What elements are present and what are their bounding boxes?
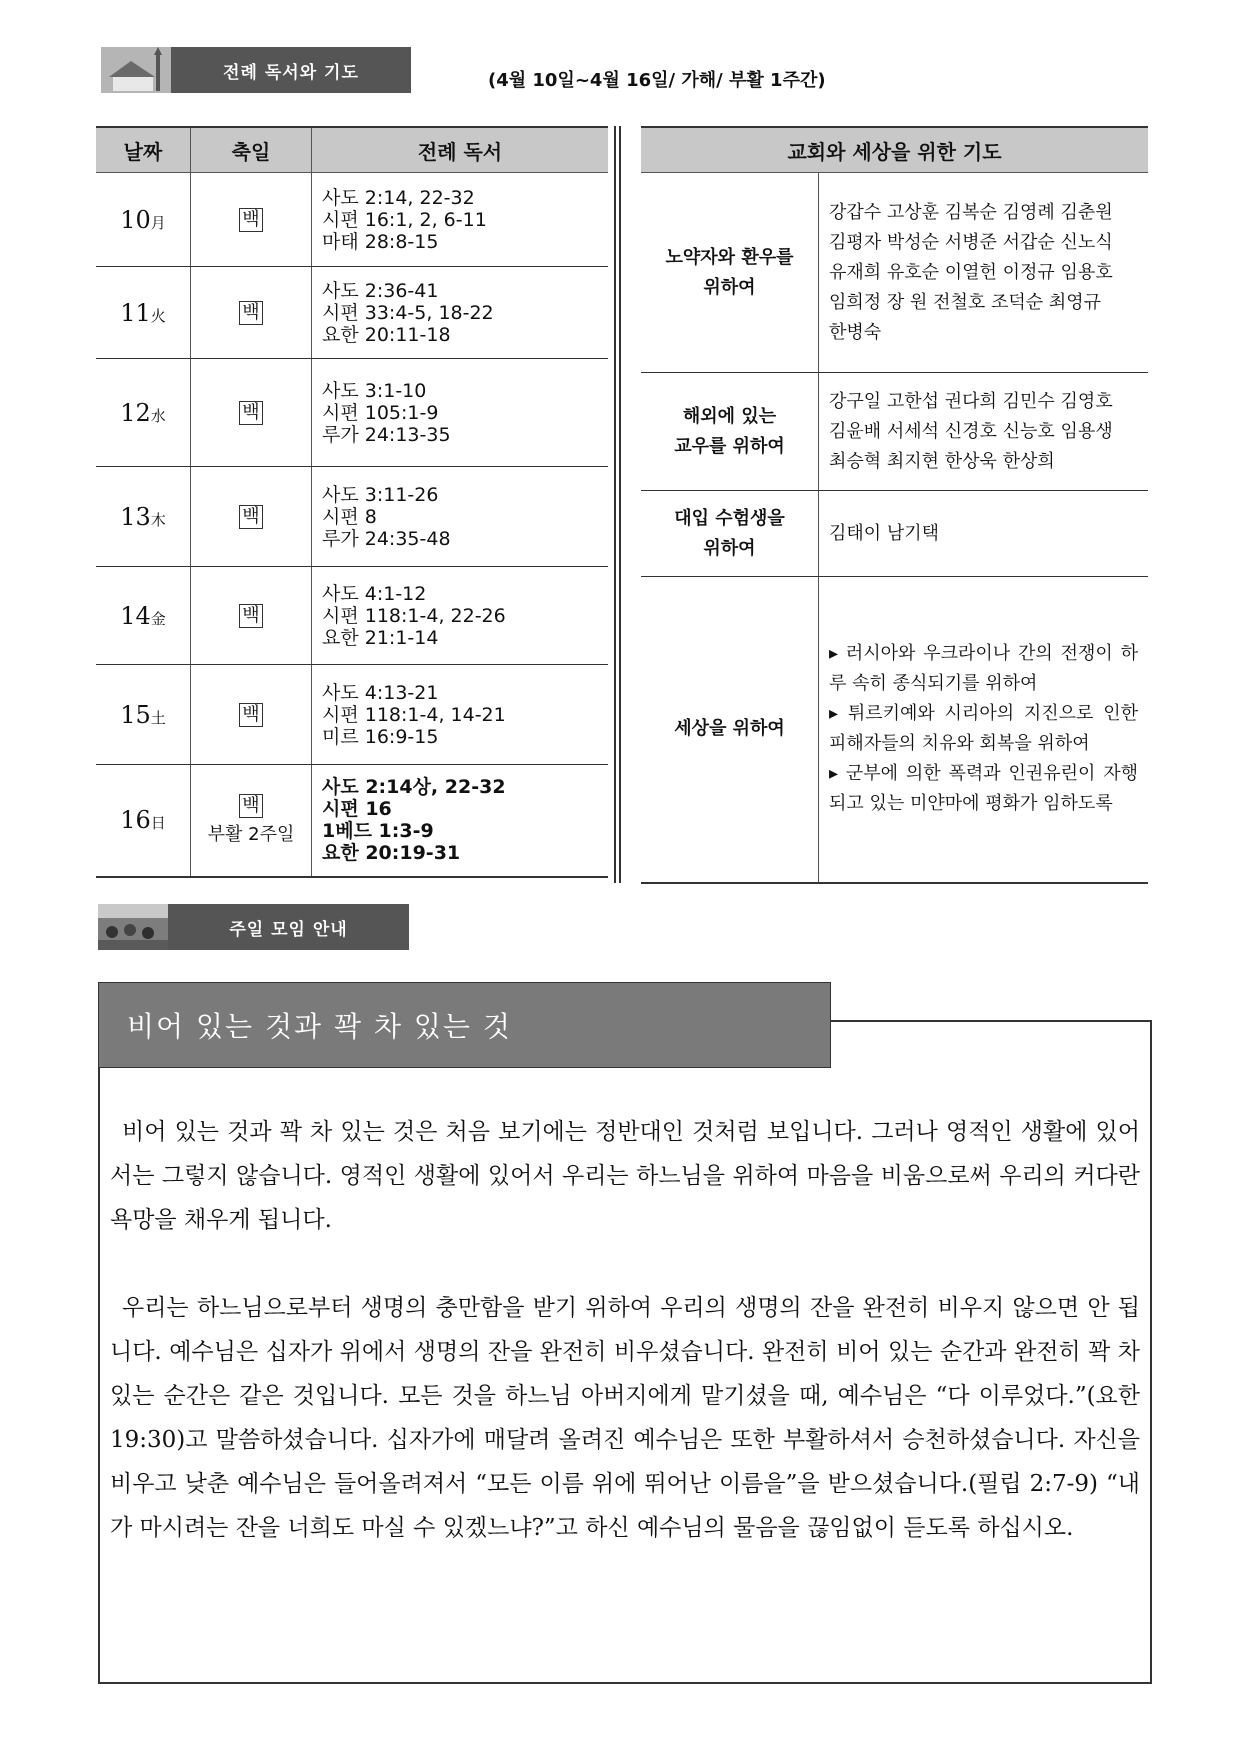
feast-cell xyxy=(191,173,312,267)
feast-name: 부활 2주일 xyxy=(207,824,295,846)
reading-row xyxy=(96,665,608,765)
reading-row xyxy=(96,467,608,567)
prayer-category xyxy=(641,373,819,491)
date-number: 13 xyxy=(120,502,151,531)
date-number: 12 xyxy=(120,398,151,427)
date-cell xyxy=(96,567,191,665)
weekday: 日 xyxy=(150,814,166,833)
reading-row xyxy=(96,765,608,877)
prayer-category-line: 노약자와 환우를 xyxy=(665,246,794,268)
date-number: 10 xyxy=(120,205,151,234)
prayer-names xyxy=(819,173,1149,373)
date-cell xyxy=(96,267,191,359)
feast-cell xyxy=(191,765,312,877)
date-cell xyxy=(96,173,191,267)
liturgical-color-badge: 백 xyxy=(239,301,262,325)
readings-cell xyxy=(312,567,609,665)
world-prayer-item: ▸ 튀르키예와 시리아의 지진으로 인한 피해자들의 치유와 회복을 위하여 xyxy=(829,703,1138,755)
prayer-category-line: 대입 수험생을 xyxy=(674,507,785,529)
reading-line: 마태 28:8-15 xyxy=(322,230,439,253)
meeting-photo-icon xyxy=(98,904,168,950)
reading-line: 시편 118:1-4, 22-26 xyxy=(322,604,506,627)
date-number: 11 xyxy=(120,298,151,327)
names-line: 임희정 장 원 전철호 조덕순 최영규 xyxy=(829,291,1102,313)
reading-row xyxy=(96,359,608,467)
names-line: 강갑수 고상훈 김복순 김영례 김춘원 xyxy=(829,201,1113,223)
church-photo xyxy=(101,47,171,93)
world-prayers xyxy=(819,577,1149,883)
world-prayer-item: ▸ 러시아와 우크라이나 간의 전쟁이 하루 속히 종식되기를 위하여 xyxy=(829,643,1138,695)
readings-cell xyxy=(312,359,609,467)
readings-cell xyxy=(312,267,609,359)
readings-cell xyxy=(312,765,609,877)
essay-paragraph: 비어 있는 것과 꽉 차 있는 것은 처음 보기에는 정반대인 것처럼 보입니다. 그러나 영적인 생활에 있어서는 그렇지 않습니다. 영적인 생활에 있어서 우리는 하느님을 위하여 마음을 비움으로써 우리의 커다란 욕망을 채우게 됩니다. xyxy=(110,1119,1140,1233)
prayer-row xyxy=(641,373,1148,491)
section-liturgy-label: 전례 독서와 기도 xyxy=(171,47,411,93)
prayer-category xyxy=(641,491,819,577)
header-readings: 전례 독서 xyxy=(312,127,609,173)
liturgical-color-badge: 백 xyxy=(239,401,262,425)
date-cell xyxy=(96,765,191,877)
reading-row xyxy=(96,173,608,267)
meeting-photo xyxy=(98,904,168,950)
essay-paragraph: 우리는 하느님으로부터 생명의 충만함을 받기 위하여 우리의 생명의 잔을 완전히 비우지 않으면 안 됩니다. 예수님은 십자가 위에서 생명의 잔을 완전히 비우셨습니다. 완전히 비어 있는 순간과 완전히 꽉 차 있는 순간은 같은 것입니다. 모든 것을 하느님 아버지에게 맡기셨을 때, 예수님은 “다 이루었다.”(요한 19:30)고 말씀하셨습니다. 십자가에 매달려 올려진 예수님은 또한 부활하셔서 승천하셨습니다. 자신을 비우고 낮춘 예수님은 들어올려져서 “모든 이름 위에 뛰어난 이름을”을 받으셨습니다.(필립 2:7-9) “내가 마시려는 잔을 너희도 마실 수 있겠느냐?”고 하신 예수님의 물음을 끊임없이 듣도록 하십시오. xyxy=(110,1295,1140,1541)
feast-cell xyxy=(191,267,312,359)
reading-line: 사도 3:1-10 xyxy=(322,379,427,402)
feast-cell xyxy=(191,665,312,765)
weekday: 水 xyxy=(150,406,166,425)
names-line: 김윤배 서세석 신경호 신능호 임용생 xyxy=(829,420,1113,442)
reading-line: 시편 8 xyxy=(322,505,377,528)
essay-title: 비어 있는 것과 꽉 차 있는 것 xyxy=(98,982,831,1068)
reading-line: 루가 24:35-48 xyxy=(322,527,451,550)
liturgical-color-badge: 백 xyxy=(239,604,262,628)
weekday: 木 xyxy=(150,510,166,529)
reading-line: 시편 105:1-9 xyxy=(322,401,439,424)
prayer-row xyxy=(641,491,1148,577)
reading-line: 사도 4:1-12 xyxy=(322,582,427,605)
names-line: 김평자 박성순 서병준 서갑순 신노식 xyxy=(829,231,1113,253)
reading-line: 요한 20:19-31 xyxy=(322,842,461,865)
reading-row xyxy=(96,267,608,359)
weekday: 金 xyxy=(150,609,166,628)
header-date: 날짜 xyxy=(96,127,191,173)
liturgical-color-badge: 백 xyxy=(239,208,262,232)
column-divider-left xyxy=(614,126,616,883)
names-line: 한병숙 xyxy=(829,321,882,343)
date-number: 15 xyxy=(120,700,151,729)
reading-line: 시편 16:1, 2, 6-11 xyxy=(322,208,487,231)
reading-line: 시편 16 xyxy=(322,798,392,821)
readings-table xyxy=(96,126,608,878)
prayer-row xyxy=(641,173,1148,373)
reading-line: 사도 4:13-21 xyxy=(322,681,439,704)
reading-line: 요한 20:11-18 xyxy=(322,323,451,346)
reading-line: 요한 21:1-14 xyxy=(322,626,439,649)
prayer-row xyxy=(641,577,1148,883)
prayer-header: 교회와 세상을 위한 기도 xyxy=(641,127,1148,173)
names-line: 강구일 고한섭 권다희 김민수 김영호 xyxy=(829,390,1113,412)
weekday: 土 xyxy=(150,708,166,727)
reading-line: 사도 2:36-41 xyxy=(322,279,439,302)
prayer-category xyxy=(641,173,819,373)
header-feast: 축일 xyxy=(191,127,312,173)
names-line: 유재희 유호순 이열헌 이정규 임용호 xyxy=(829,261,1113,283)
prayer-category-line: 교우를 위하여 xyxy=(674,435,785,457)
readings-cell xyxy=(312,665,609,765)
reading-line: 시편 118:1-4, 14-21 xyxy=(322,703,506,726)
weekday: 火 xyxy=(150,306,166,325)
section-meeting-label: 주일 모임 안내 xyxy=(168,904,409,950)
feast-cell xyxy=(191,467,312,567)
feast-cell xyxy=(191,359,312,467)
week-note: (4월 10일~4월 16일/ 가해/ 부활 1주간) xyxy=(488,70,826,91)
reading-line: 루가 24:13-35 xyxy=(322,423,451,446)
essay-body xyxy=(110,1110,1140,1594)
date-cell xyxy=(96,467,191,567)
reading-line: 시편 33:4-5, 18-22 xyxy=(322,301,494,324)
prayer-names xyxy=(819,373,1149,491)
world-prayer-item: ▸ 군부에 의한 폭력과 인권유린이 자행되고 있는 미얀마에 평화가 임하도록 xyxy=(829,763,1138,815)
names-line: 최승혁 최지현 한상욱 한상희 xyxy=(829,450,1055,472)
reading-line: 1베드 1:3-9 xyxy=(322,820,434,843)
column-divider-right xyxy=(619,126,621,883)
church-icon xyxy=(101,47,171,93)
prayer-category-line: 위하여 xyxy=(703,276,756,298)
prayer-category-line: 위하여 xyxy=(703,537,756,559)
reading-line: 사도 3:11-26 xyxy=(322,483,439,506)
reading-line: 사도 2:14상, 22-32 xyxy=(322,776,506,799)
reading-line: 미르 16:9-15 xyxy=(322,725,439,748)
prayer-table xyxy=(641,126,1148,884)
names-line: 김태이 남기택 xyxy=(829,522,940,544)
prayer-names xyxy=(819,491,1149,577)
prayer-category xyxy=(641,577,819,883)
weekday: 月 xyxy=(150,213,166,232)
date-number: 16 xyxy=(120,806,151,835)
feast-cell xyxy=(191,567,312,665)
date-number: 14 xyxy=(120,601,151,630)
reading-line: 사도 2:14, 22-32 xyxy=(322,186,475,209)
readings-cell xyxy=(312,467,609,567)
prayer-category-line: 해외에 있는 xyxy=(682,405,777,427)
date-cell xyxy=(96,359,191,467)
liturgical-color-badge: 백 xyxy=(239,505,262,529)
readings-cell xyxy=(312,173,609,267)
prayer-category-line: 세상을 위하여 xyxy=(674,718,785,740)
reading-row xyxy=(96,567,608,665)
liturgical-color-badge: 백 xyxy=(239,794,262,818)
date-cell xyxy=(96,665,191,765)
liturgical-color-badge: 백 xyxy=(239,703,262,727)
